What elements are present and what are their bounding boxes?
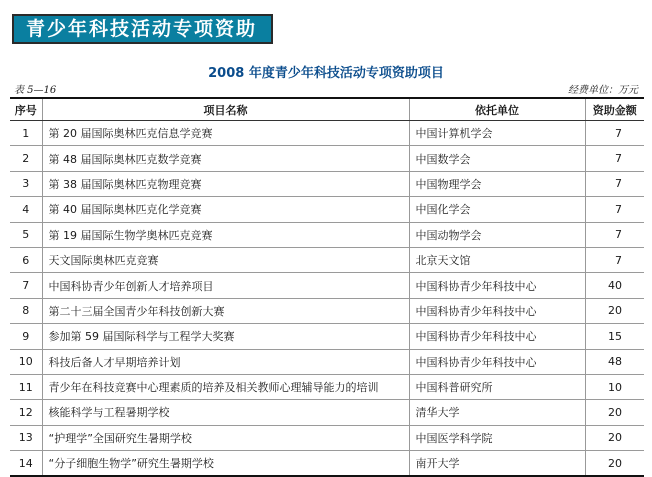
table-title: 2008 年度青少年科技活动专项资助项目 [208,66,444,81]
table-row [10,197,644,222]
cell-amount: 7 [585,121,644,146]
cell-amount: 7 [585,222,644,247]
cell-amount: 7 [585,247,644,272]
cell-host-unit: 清华大学 [409,400,585,425]
header-amount: 资助金额 [585,98,644,121]
cell-host-unit: 中国动物学会 [409,222,585,247]
cell-amount: 20 [585,451,644,477]
cell-host-unit: 中国医学科学院 [409,425,585,450]
table-header-row [10,98,644,121]
cell-project-name: 参加第 59 届国际科学与工程学大奖赛 [42,324,409,349]
cell-project-name: 第 38 届国际奥林匹克物理竞赛 [42,171,409,196]
header-index: 序号 [10,98,42,121]
section-banner [12,14,273,44]
table-row [10,298,644,323]
cell-project-name: 第 20 届国际奥林匹克信息学竞赛 [42,121,409,146]
table-row [10,222,644,247]
funding-unit-note: 经费单位：万元 [568,85,638,96]
table-number: 表 5—16 [14,85,57,96]
cell-project-name: 中国科协青少年创新人才培养项目 [42,273,409,298]
cell-amount: 20 [585,298,644,323]
cell-index: 7 [10,273,42,298]
table-row [10,324,644,349]
cell-host-unit: 中国科协青少年科技中心 [409,298,585,323]
cell-amount: 40 [585,273,644,298]
cell-index: 13 [10,425,42,450]
cell-project-name: 科技后备人才早期培养计划 [42,349,409,374]
table-row [10,349,644,374]
cell-project-name: “分子细胞生物学”研究生暑期学校 [42,451,409,477]
cell-host-unit: 中国科协青少年科技中心 [409,349,585,374]
cell-host-unit: 中国科协青少年科技中心 [409,273,585,298]
cell-host-unit: 南开大学 [409,451,585,477]
cell-index: 10 [10,349,42,374]
cell-amount: 20 [585,425,644,450]
cell-project-name: 第 48 届国际奥林匹克数学竞赛 [42,146,409,171]
cell-host-unit: 中国物理学会 [409,171,585,196]
cell-project-name: 第 19 届国际生物学奥林匹克竞赛 [42,222,409,247]
cell-amount: 10 [585,374,644,399]
cell-project-name: 核能科学与工程暑期学校 [42,400,409,425]
cell-index: 1 [22,126,30,140]
table-row [10,273,644,298]
table-body [10,121,644,477]
table-row [10,121,644,146]
table-row [10,171,644,196]
cell-index: 12 [10,400,42,425]
cell-amount: 15 [585,324,644,349]
cell-index: 11 [10,374,42,399]
cell-host-unit: 中国计算机学会 [409,121,585,146]
cell-host-unit: 中国化学会 [409,197,585,222]
cell-amount: 7 [585,197,644,222]
cell-index: 9 [10,324,42,349]
cell-amount: 7 [585,146,644,171]
table-row [10,451,644,477]
funding-table [10,97,644,477]
cell-index: 14 [10,451,42,477]
cell-index: 5 [10,222,42,247]
cell-project-name: 天文国际奥林匹克竞赛 [42,247,409,272]
table-row [10,247,644,272]
cell-index: 3 [10,171,42,196]
cell-index: 8 [10,298,42,323]
cell-project-name: 青少年在科技竞赛中心理素质的培养及相关教师心理辅导能力的培训 [42,374,409,399]
table-row [10,400,644,425]
header-project-name: 项目名称 [42,98,409,121]
cell-project-name: “护理学”全国研究生暑期学校 [42,425,409,450]
cell-index: 2 [10,146,42,171]
cell-host-unit: 北京天文馆 [409,247,585,272]
header-host-unit: 依托单位 [409,98,585,121]
banner-title: 青少年科技活动专项资助 [26,18,258,40]
cell-project-name: 第二十三届全国青少年科技创新大赛 [42,298,409,323]
cell-amount: 48 [585,349,644,374]
table-row [10,425,644,450]
cell-index: 6 [10,247,42,272]
cell-amount: 20 [585,400,644,425]
table-row [10,374,644,399]
cell-host-unit: 中国数学会 [409,146,585,171]
cell-host-unit: 中国科普研究所 [409,374,585,399]
cell-index: 4 [10,197,42,222]
cell-amount: 7 [585,171,644,196]
table-row [10,146,644,171]
cell-host-unit: 中国科协青少年科技中心 [409,324,585,349]
cell-project-name: 第 40 届国际奥林匹克化学竞赛 [42,197,409,222]
